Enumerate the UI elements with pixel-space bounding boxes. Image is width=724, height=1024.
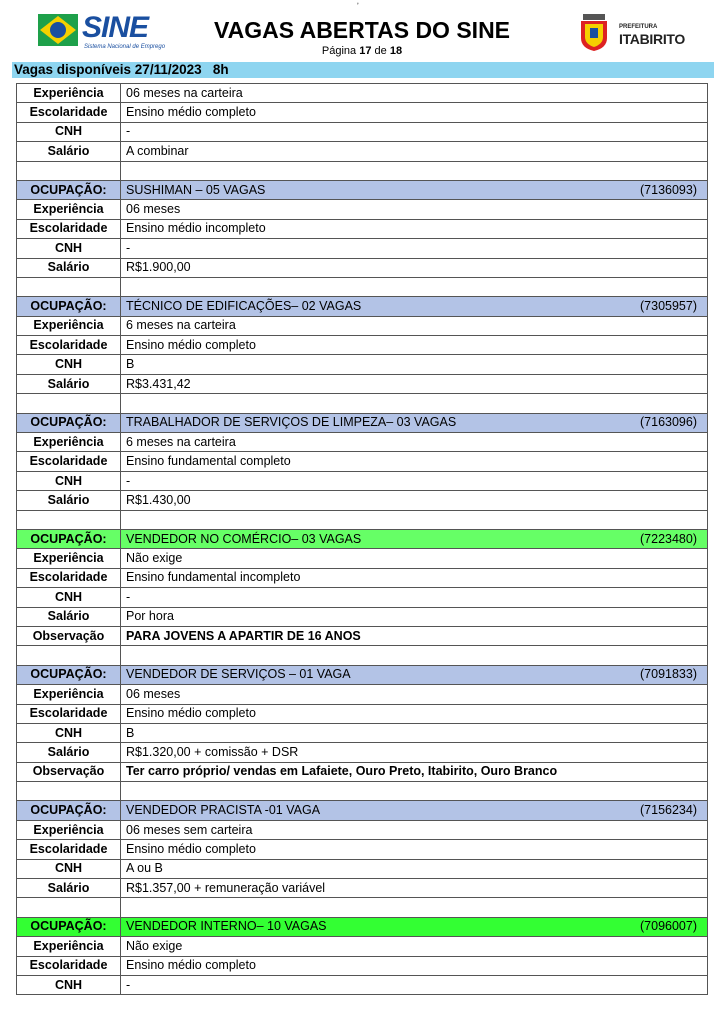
table-row: Escolaridade Ensino médio completo <box>17 103 708 122</box>
occupation-code: (7096007) <box>640 919 697 934</box>
table-row: Salário A combinar <box>17 142 708 161</box>
table-row: Escolaridade Ensino fundamental completo <box>17 452 708 471</box>
banner-time: 8h <box>212 62 229 77</box>
table-row: Escolaridade Ensino médio completo <box>17 336 708 355</box>
table-row: Escolaridade Ensino médio completo <box>17 956 708 975</box>
occupation-row: OCUPAÇÃO: VENDEDOR INTERNO– 10 VAGAS (7096007) <box>17 917 708 936</box>
table-row: Salário R$1.900,00 <box>17 258 708 277</box>
table-row: CNH - <box>17 122 708 141</box>
table-row: Experiência 6 meses na carteira <box>17 316 708 335</box>
job-table <box>16 83 708 995</box>
table-row: Salário Por hora <box>17 607 708 626</box>
table-row: Experiência Não exige <box>17 549 708 568</box>
prefeitura-label: PREFEITURA <box>619 24 658 30</box>
page-number: Página 17 de 18 <box>321 45 403 57</box>
occupation-row: OCUPAÇÃO: SUSHIMAN – 05 VAGAS (7136093) <box>17 180 708 199</box>
occupation-row: OCUPAÇÃO: VENDEDOR PRACISTA -01 VAGA (7156234) <box>17 801 708 820</box>
table-row: Experiência 06 meses <box>17 200 708 219</box>
occupation-code: (7223480) <box>640 531 697 546</box>
table-row: Observação PARA JOVENS A APARTIR DE 16 ANOS <box>17 626 708 645</box>
occupation-code: (7163096) <box>640 415 697 430</box>
occupation-title: VENDEDOR DE SERVIÇOS – 01 VAGA <box>126 667 351 682</box>
occupation-code: (7091833) <box>640 667 697 682</box>
table-row: Experiência Não exige <box>17 937 708 956</box>
prefeitura-logo <box>575 12 690 52</box>
occupation-code: (7156234) <box>640 803 697 818</box>
table-row: CNH B <box>17 723 708 742</box>
sine-subtitle: Sistema Nacional de Emprego <box>84 44 166 50</box>
table-row: Escolaridade Ensino médio incompleto <box>17 219 708 238</box>
page-title: VAGAS ABERTAS DO SINE <box>213 17 511 43</box>
table-row: Salário R$1.430,00 <box>17 491 708 510</box>
occupation-title: TRABALHADOR DE SERVIÇOS DE LIMPEZA– 03 VAGAS <box>126 415 457 430</box>
table-row: Experiência 06 meses na carteira <box>17 84 708 103</box>
occupation-code: (7305957) <box>640 298 697 313</box>
occupation-row: OCUPAÇÃO: TÉCNICO DE EDIFICAÇÕES– 02 VAGAS (7305957) <box>17 297 708 316</box>
banner-label: Vagas disponíveis 27/11/2023 <box>14 62 202 77</box>
table-row: Escolaridade Ensino fundamental incompleto <box>17 568 708 587</box>
city-crest-icon <box>575 12 613 52</box>
occupation-row: OCUPAÇÃO: TRABALHADOR DE SERVIÇOS DE LIMPEZA– 03 VAGAS (7163096) <box>17 413 708 432</box>
table-row: Escolaridade Ensino médio completo <box>17 704 708 723</box>
sine-name: SINE <box>82 11 149 44</box>
table-row: CNH A ou B <box>17 859 708 878</box>
occupation-title: VENDEDOR NO COMÉRCIO– 03 VAGAS <box>126 531 362 546</box>
table-row: Experiência 06 meses <box>17 685 708 704</box>
occupation-code: (7136093) <box>640 182 697 197</box>
occupation-row: OCUPAÇÃO: VENDEDOR DE SERVIÇOS – 01 VAGA (7091833) <box>17 665 708 684</box>
table-row: Salário R$1.320,00 + comissão + DSR <box>17 743 708 762</box>
occupation-title: VENDEDOR PRACISTA -01 VAGA <box>126 803 321 818</box>
availability-banner <box>12 62 714 78</box>
prefeitura-name: ITABIRITO <box>619 31 686 47</box>
occupation-row: OCUPAÇÃO: VENDEDOR NO COMÉRCIO– 03 VAGAS (7223480) <box>17 529 708 548</box>
occupation-title: TÉCNICO DE EDIFICAÇÕES– 02 VAGAS <box>126 298 362 313</box>
table-row: CNH - <box>17 588 708 607</box>
table-row: CNH B <box>17 355 708 374</box>
occupation-title: VENDEDOR INTERNO– 10 VAGAS <box>126 919 327 934</box>
table-row: CNH - <box>17 239 708 258</box>
table-row: CNH - <box>17 471 708 490</box>
occupation-title: SUSHIMAN – 05 VAGAS <box>126 182 266 197</box>
table-row: Experiência 6 meses na carteira <box>17 433 708 452</box>
table-row: Escolaridade Ensino médio completo <box>17 840 708 859</box>
table-row: CNH - <box>17 975 708 994</box>
table-row: Observação Ter carro próprio/ vendas em Lafaiete, Ouro Preto, Itabirito, Ouro Branco <box>17 762 708 781</box>
page-header: ʼ SINE Sistema Nacional de Emprego VAGAS ABERTAS DO SINE Página 17 de 18 PREFEITURA ITABIRITO <box>0 0 724 62</box>
table-row: Salário R$3.431,42 <box>17 374 708 393</box>
table-row: Experiência 06 meses sem carteira <box>17 820 708 839</box>
table-row: Salário R$1.357,00 + remuneração variável <box>17 879 708 898</box>
